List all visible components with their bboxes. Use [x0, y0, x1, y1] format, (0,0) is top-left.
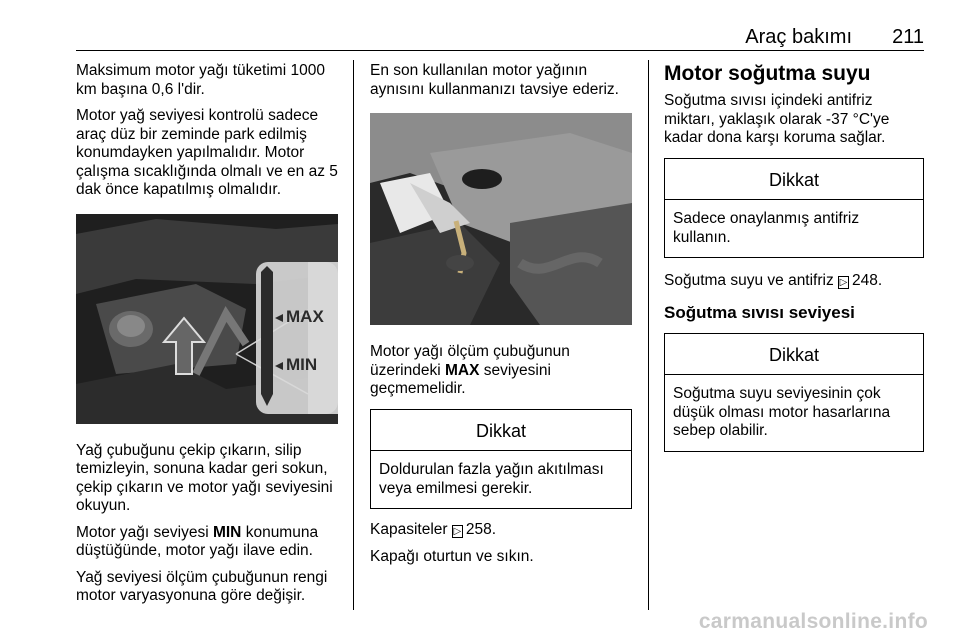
caution-box	[664, 158, 924, 259]
page-reference-arrow-icon: ▷	[839, 277, 848, 288]
column-divider	[353, 60, 354, 610]
page-reference[interactable]: 258.	[465, 521, 497, 538]
caution-title: Dikkat	[371, 410, 631, 452]
paragraph: Maksimum motor yağı tüketimi 1000 km başına 0,6 l'dir.	[76, 62, 325, 98]
oil-filling-figure	[370, 113, 632, 325]
dipstick-figure	[76, 214, 338, 424]
column-3	[664, 62, 924, 452]
caution-title: Dikkat	[665, 159, 923, 201]
min-label: MIN	[286, 354, 318, 374]
caution-box	[370, 409, 632, 510]
column-1	[76, 62, 342, 614]
section-title: Araç bakımı	[745, 26, 852, 48]
paragraph: En son kullanılan motor yağının aynısını kullanmanızı tavsiye ederiz.	[370, 62, 619, 98]
column-divider	[648, 60, 649, 610]
paragraph: Soğutma sıvısı içindeki antifriz miktarı, yaklaşık olarak -37 °C'ye kadar dona karşı koruma sağlar.	[664, 92, 890, 146]
page-reference-arrow-icon: ▷	[453, 526, 462, 537]
paragraph: Yağ çubuğunu çekip çıkarın, silip temizleyin, sonuna kadar geri sokun, çekip çıkarın ve motor yağı seviyesini okuyun.	[76, 441, 333, 514]
page-reference[interactable]: 248.	[852, 272, 883, 289]
caution-body: Sadece onaylanmış antifriz kullanın.	[673, 210, 860, 246]
section-heading: Motor soğutma suyu	[664, 62, 871, 85]
caution-box	[664, 333, 924, 452]
paragraph: Motor yağı ölçüm çubuğunun üzerindeki MAX seviyesini geçmemelidir.	[370, 343, 570, 397]
paragraph: Soğutma suyu ve antifriz ▷ 248.	[664, 272, 883, 289]
subsection-heading: Soğutma sıvısı seviyesi	[664, 302, 855, 322]
paragraph: Motor yağ seviyesi kontrolü sadece araç düz bir zeminde park edilmiş konumdayken yapılmalıdır. Motor çalışma sıcaklığında olmalı ve en az 5 dak önce kapatılmış olmalıdır.	[76, 107, 338, 198]
caution-title: Dikkat	[665, 334, 923, 376]
column-2	[370, 62, 632, 574]
max-text: MAX	[444, 361, 480, 379]
oil-filling-illustration	[370, 113, 632, 325]
watermark: carmanualsonline.info	[698, 610, 928, 633]
page-number: 211	[892, 26, 924, 48]
paragraph: Motor yağı seviyesi MIN konumuna düştüğünde, motor yağı ilave edin.	[76, 523, 319, 559]
paragraph: Yağ seviyesi ölçüm çubuğunun rengi motor varyasyonuna göre değişir.	[76, 568, 328, 604]
paragraph: Kapasiteler ▷ 258.	[370, 521, 497, 538]
caution-body: Doldurulan fazla yağın akıtılması veya emilmesi gerekir.	[379, 461, 604, 497]
max-label: MAX	[286, 306, 324, 326]
page-header	[76, 26, 924, 51]
min-text: MIN	[212, 523, 242, 541]
caution-body: Soğutma suyu seviyesinin çok düşük olması motor hasarlarına sebep olabilir.	[673, 385, 891, 439]
paragraph: Kapağı oturtun ve sıkın.	[370, 547, 534, 565]
